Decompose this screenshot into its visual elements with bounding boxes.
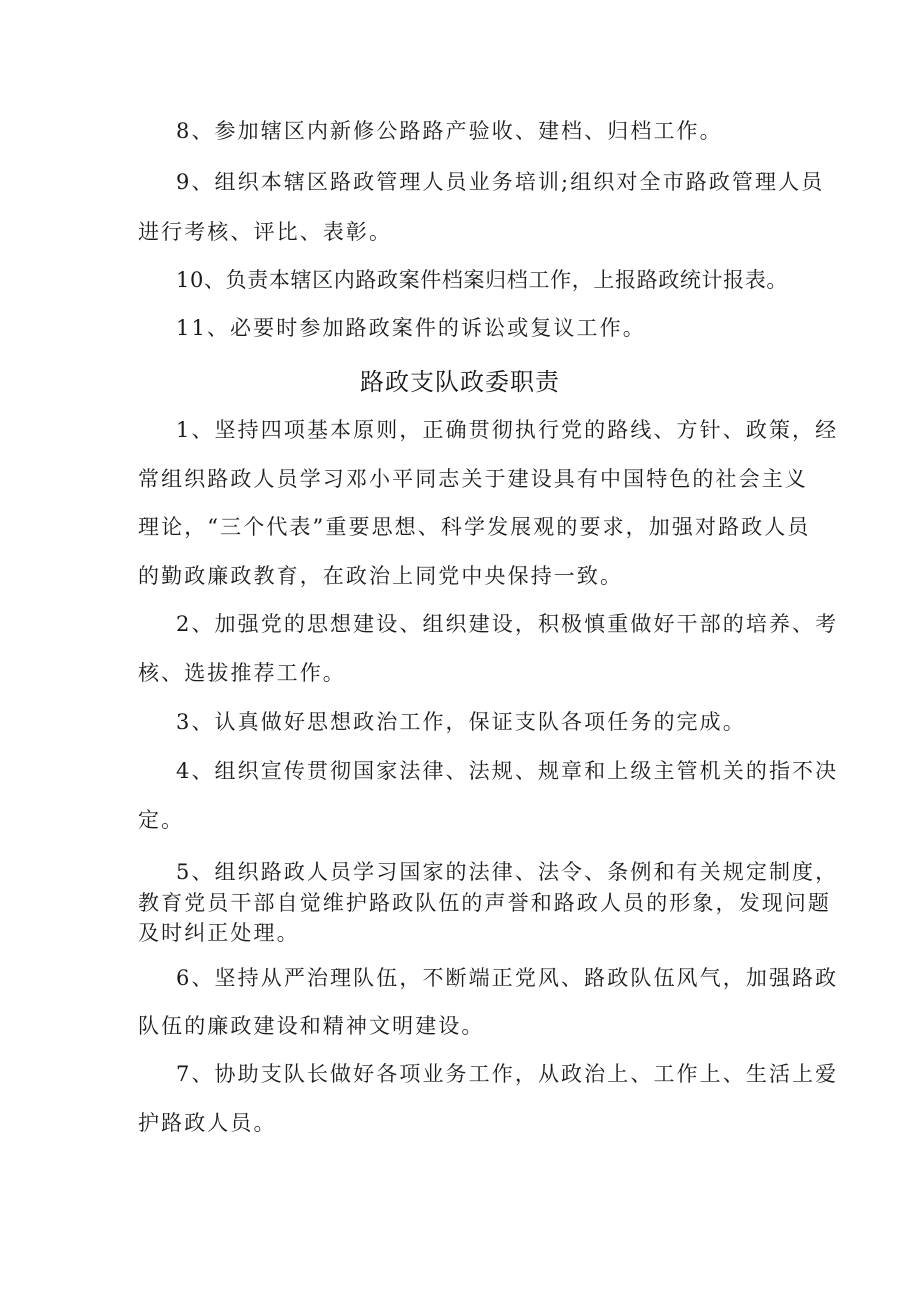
section-item-7-line-2: 护路政人员。 [138, 1111, 277, 1135]
list-item-9-line-1: 9、组织本辖区路政管理人员业务培训;组织对全市路政管理人员 [176, 170, 825, 194]
section-item-1-line-2: 常组织路政人员学习邓小平同志关于建设具有中国特色的社会主义 [138, 467, 808, 491]
list-item-11-line-1: 11、必要时参加路政案件的诉讼或复议工作。 [176, 316, 646, 340]
section-item-2-line-1: 2、加强党的思想建设、组织建设，积极慎重做好干部的培养、考 [176, 612, 839, 636]
section-item-5-line-2: 教育党员干部自觉维护路政队伍的声誉和路政人员的形象，发现问题 [138, 891, 831, 915]
list-item-10-line-1: 10、负责本辖区内路政案件档案归档工作，上报路政统计报表。 [176, 268, 788, 292]
section-item-6-line-2: 队伍的廉政建设和精神文明建设。 [138, 1014, 485, 1038]
section-title: 路政支队政委职责 [360, 368, 560, 396]
list-item-9-line-2: 进行考核、评比、表彰。 [138, 220, 393, 244]
section-item-4-line-1: 4、组织宣传贯彻国家法律、法规、规章和上级主管机关的指不决 [176, 759, 839, 783]
section-item-4-line-2: 定。 [138, 808, 185, 832]
section-item-5-line-3: 及时纠正处理。 [138, 921, 300, 945]
section-item-6-line-1: 6、坚持从严治理队伍，不断端正党风、路政队伍风气，加强路政 [176, 966, 839, 990]
section-item-1-line-4: 的勤政廉政教育，在政治上同党中央保持一致。 [138, 564, 624, 588]
section-item-7-line-1: 7、协助支队长做好各项业务工作，从政治上、工作上、生活上爱 [176, 1062, 839, 1086]
section-item-5-line-1: 5、组织路政人员学习国家的法律、法令、条例和有关规定制度， [176, 860, 839, 884]
section-item-1-line-3: 理论，“三个代表”重要思想、科学发展观的要求，加强对路政人员 [138, 515, 811, 539]
section-item-3-line-1: 3、认真做好思想政治工作，保证支队各项任务的完成。 [176, 710, 746, 734]
list-item-8-line-1: 8、参加辖区内新修公路路产验收、建档、归档工作。 [176, 119, 723, 143]
section-item-2-line-2: 核、选拔推荐工作。 [138, 661, 346, 685]
section-item-1-line-1: 1、坚持四项基本原则，正确贯彻执行党的路线、方针、政策，经 [176, 418, 839, 442]
